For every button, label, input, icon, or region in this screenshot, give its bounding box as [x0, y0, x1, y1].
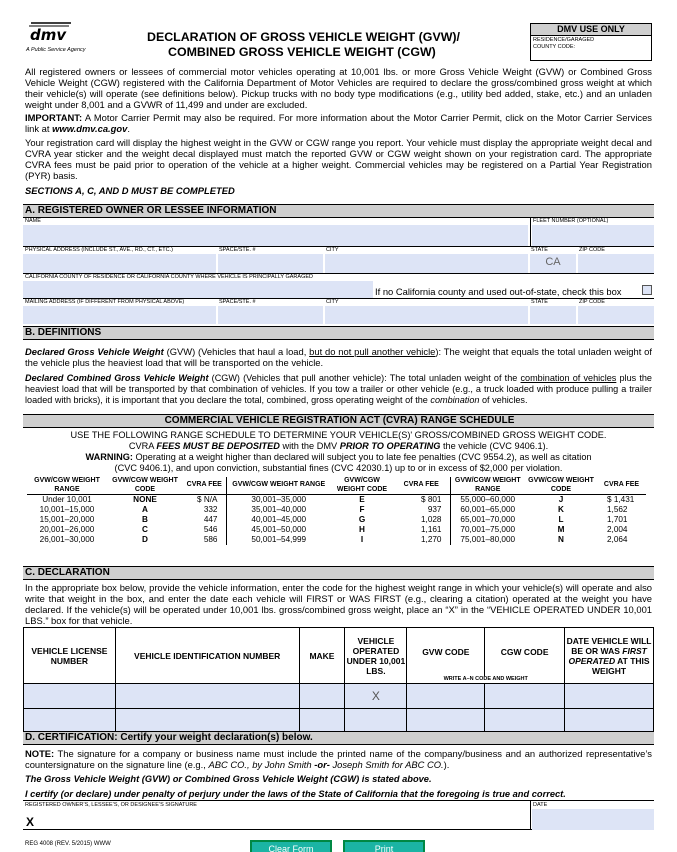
col-weight-range-2: GVW/CGW WEIGHT RANGE: [226, 477, 331, 495]
dmv-logo: [27, 20, 75, 46]
mailing-state-input[interactable]: [530, 306, 576, 324]
weight-code-cell: D: [142, 535, 148, 544]
col-license-number: VEHICLE LICENSE NUMBER: [24, 628, 116, 684]
section-c-instructions: In the appropriate box below, provide the vehicle information, enter the code for the highest weight range in which your vehicle(s) will operate and also write that weight in the box, and enter the date each vehicle will FIRST or WAS FIRST (e.g., clearing a citation) operated at the weight you have declared. If the vehicle(s) will be operated under 10,001 lbs. gross/combined gross weight, place an “X” in the “VEHICLE OPERATED UNDER 10,001 LBS.” box for that vehicle.: [25, 582, 652, 626]
sections-required-note: SECTIONS A, C, AND D MUST BE COMPLETED: [25, 185, 235, 196]
cvra-fee-cell: 1,028: [393, 515, 450, 525]
vin-input-2[interactable]: [115, 709, 299, 733]
important-paragraph: [25, 112, 652, 134]
cvra-prior-operating: PRIOR TO OPERATING: [339, 441, 441, 451]
weight-stated-text: The Gross Vehicle Weight (GVW) or Combined Gross Vehicle Weight (CGW) is stated above.: [25, 774, 432, 784]
section-c-header: C. DECLARATION: [23, 566, 654, 580]
weight-code-cell: E: [359, 495, 365, 504]
note-end: ).: [443, 759, 450, 770]
cvra-row: [27, 535, 646, 545]
col-vin: VEHICLE IDENTIFICATION NUMBER: [115, 628, 299, 684]
col-cgw-code: CGW CODE: [485, 628, 565, 676]
license-input-2[interactable]: [24, 709, 116, 733]
divider: [530, 217, 531, 246]
col-date-text-b: FIRST OPERATED: [568, 645, 647, 666]
owner-name-input[interactable]: [23, 225, 528, 246]
signature-row: [23, 800, 654, 830]
cvra-fee-cell: 1,701: [607, 515, 628, 524]
cvra-fee-cell: $ 801: [393, 495, 450, 506]
state-label: STATE: [531, 247, 548, 253]
gvw-code-input-2[interactable]: [407, 709, 485, 733]
fleet-number-input[interactable]: [532, 225, 654, 246]
cvra-fee-cell: 1,562: [607, 505, 628, 514]
cgw-definition: [25, 373, 652, 406]
cgw-text: (CGW) (Vehicles that pull another vehicle): The total unladen weight of the: [208, 373, 521, 383]
col-date-text-c: AT THIS WEIGHT: [592, 655, 650, 676]
dmv-website-link[interactable]: www.dmv.ca.gov: [52, 123, 128, 134]
weight-code-cell: I: [360, 535, 364, 544]
col-weight-range-3: GVW/CGW WEIGHT RANGE: [450, 477, 525, 495]
cvra-fee-cell: 937: [393, 505, 450, 515]
fleet-number-label: FLEET NUMBER (OPTIONAL): [533, 218, 609, 224]
cvra-table-body: [27, 495, 646, 546]
state-input[interactable]: [530, 254, 576, 273]
declaration-table: [23, 627, 654, 733]
cvra-fee-cell: 447: [183, 515, 226, 525]
cvra-warning: [23, 452, 654, 462]
weight-range-cell: 15,001–20,000: [39, 515, 95, 524]
mailing-zip-input[interactable]: [578, 306, 654, 324]
cgw-italic: combination: [430, 395, 480, 405]
logo-tagline: A Public Service Agency: [26, 47, 86, 53]
declaration-row-2: [24, 709, 654, 733]
under-10001-x-mark: X: [371, 689, 380, 703]
cvra-row: [27, 505, 646, 515]
weight-range-cell: 70,001–75,000: [460, 525, 516, 534]
form-title-line2: COMBINED GROSS VEHICLE WEIGHT (CGW): [168, 45, 436, 59]
date-label: DATE: [533, 802, 548, 808]
state-value: CA: [545, 256, 561, 268]
make-input-1[interactable]: [299, 684, 345, 709]
weight-code-cell: N: [558, 535, 564, 544]
col-date-text-a: DATE VEHICLE WILL BE OR WAS: [566, 635, 652, 656]
mailing-city-input[interactable]: [325, 306, 528, 324]
weight-range-cell: 50,001–54,999: [251, 535, 307, 544]
dmv-use-only-title: DMV USE ONLY: [531, 24, 651, 36]
col-gvw-code: GVW CODE: [407, 628, 485, 676]
note-label: NOTE:: [25, 748, 55, 759]
col-under-10001: VEHICLE OPERATED UNDER 10,001 LBS.: [345, 628, 407, 684]
mailing-address-label: MAILING ADDRESS (IF DIFFERENT FROM PHYSICAL ABOVE): [25, 299, 185, 305]
perjury-statement: I certify (or declare) under penalty of perjury under the laws of the State of California that the foregoing is true and correct.: [25, 789, 566, 799]
note-text: The signature for a company or business name must include the printed name of the company/business and an authorized representative’s countersignature on the signature line (e.g.,: [25, 748, 652, 770]
signature-label: REGISTERED OWNER’S, LESSEE’S, OR DESIGNEE’S SIGNATURE: [25, 802, 197, 808]
weight-range-cell: 26,001–30,000: [39, 535, 95, 544]
print-button[interactable]: [343, 840, 425, 852]
cvra-row: [27, 515, 646, 525]
signature-line[interactable]: [39, 809, 529, 830]
license-input-1[interactable]: [24, 684, 116, 709]
col-date-first-operated: [565, 628, 654, 684]
col-weight-code-2: GVW/CGW WEIGHT CODE: [331, 477, 393, 495]
section-b-header: B. DEFINITIONS: [23, 326, 654, 340]
mailing-city-label: CITY: [326, 299, 339, 305]
cvra-line2a: CVRA: [128, 441, 157, 451]
date-input-1[interactable]: [565, 684, 654, 709]
intro-paragraph: All registered owners or lessees of commercial motor vehicles operating at 10,001 lbs. or more Gross Vehicle Weight (GVW) or Combined Gross Vehicle Weight (CGW) registered with the California Department of Motor Vehicles are required to declare the gross/combined gross weight at which their vehicle(s) will operate (see definitions below). Pickup trucks with no body type modifications (e.g., utility bed added, stake, etc.) and an unladen weight under 8,001 and a GVWR of 11,499 and under are excluded.: [25, 66, 652, 110]
weight-code-cell: J: [558, 495, 564, 504]
divider: [530, 801, 531, 830]
make-input-2[interactable]: [299, 709, 345, 733]
cgw-code-input-2[interactable]: [485, 709, 565, 733]
cvra-line2c: with the DMV: [279, 441, 340, 451]
weight-range-cell: 10,001–15,000: [39, 505, 95, 514]
cvra-range-table: [27, 477, 646, 545]
col-fee-1: CVRA FEE: [183, 477, 226, 495]
cvra-fee-cell: 2,004: [607, 525, 628, 534]
weight-code-cell: H: [359, 525, 365, 534]
note-example-1: ABC CO., by John Smith: [208, 759, 312, 770]
cvra-header: COMMERCIAL VEHICLE REGISTRATION ACT (CVRA) RANGE SCHEDULE: [23, 414, 654, 428]
weight-range-cell: 65,001–70,000: [460, 515, 516, 524]
gvw-term: Declared Gross Vehicle Weight: [25, 346, 164, 357]
weight-code-cell: K: [558, 505, 564, 514]
cvra-fee-cell: 1,270: [393, 535, 450, 545]
cvra-fee-cell: 332: [183, 505, 226, 515]
gvw-code-input-1[interactable]: [407, 684, 485, 709]
vin-input-1[interactable]: [115, 684, 299, 709]
physical-address-label: [25, 247, 173, 254]
print-label: Print: [374, 844, 394, 852]
registration-paragraph: Your registration card will display the highest weight in the GVW or CGW range you report. Your vehicle must display the appropriate weight decal and CVRA year sticker and the weight decal displayed must match the reported GVW or CGW weight shown on your registration card. The appropriate CVRA fees must be paid prior to operation of the vehicle at a higher weight. Commercial vehicles may be registered on a Partial Year Registration (PYR) basis.: [25, 137, 652, 181]
dmv-use-only-box: [530, 23, 652, 61]
clear-form-button[interactable]: [250, 840, 332, 852]
city-input[interactable]: [325, 254, 528, 273]
weight-range-cell: 35,001–40,000: [251, 505, 307, 514]
cvra-line2e: the vehicle (CVC 9406.1).: [440, 441, 549, 451]
weight-code-cell: B: [142, 515, 148, 524]
col-fee-3: CVRA FEE: [597, 477, 646, 495]
physical-address-input[interactable]: [23, 254, 216, 273]
weight-code-cell: NONE: [133, 495, 157, 504]
cvra-instruction-2: [23, 441, 654, 451]
under-10001-checkbox-1[interactable]: [345, 684, 407, 709]
signature-date-input[interactable]: [532, 809, 654, 830]
mailing-state-label: STATE: [531, 299, 548, 305]
note-or: -or-: [311, 759, 333, 770]
weight-code-cell: L: [558, 515, 564, 524]
gvw-definition: [25, 346, 652, 368]
weight-range-cell: 20,001–26,000: [39, 525, 95, 534]
out-of-state-text: If no California county and used out-of-state, check this box: [375, 286, 622, 297]
important-text: A Motor Carrier Permit may also be required. For more information about the Motor Carrier Permit, click on the Motor Carrier Services link at: [25, 112, 652, 134]
section-a-form: [23, 217, 654, 308]
out-of-state-checkbox[interactable]: [642, 285, 652, 295]
cgw-text-end: of vehicles.: [479, 395, 528, 405]
important-end: .: [127, 123, 130, 134]
warning-label: WARNING:: [85, 452, 133, 462]
weight-range-cell: 30,001–35,000: [251, 495, 307, 504]
weight-range-cell: 45,001–50,000: [251, 525, 307, 534]
col-weight-code-1: GVW/CGW WEIGHT CODE: [107, 477, 183, 495]
form-number: REG 4008 (REV. 5/2015) WWW: [25, 841, 111, 847]
cvra-fee-cell: $ N/A: [183, 495, 226, 506]
section-a-header: A. REGISTERED OWNER OR LESSEE INFORMATION: [23, 204, 654, 218]
col-fee-2: CVRA FEE: [393, 477, 450, 495]
warning-text: Operating at a weight higher than declared will subject you to late fee penalties (CVC 9554.2), as well as citation: [132, 452, 592, 462]
weight-code-cell: G: [358, 515, 366, 524]
gvw-text-end: ): The weight that equals the total unladen weight of the vehicle plus the heaviest load that will be transported on the vehicle.: [25, 346, 652, 368]
mailing-zip-label: ZIP CODE: [579, 299, 605, 305]
weight-range-cell: 55,000–60,000: [460, 495, 516, 504]
cvra-fees-deposited: FEES MUST BE DEPOSITED: [156, 441, 280, 451]
cvra-fee-cell: 2,064: [607, 535, 628, 544]
note-example-2: Joseph Smith for ABC CO.: [332, 759, 444, 770]
weight-range-cell: Under 10,001: [42, 495, 92, 504]
county-input[interactable]: [23, 281, 373, 298]
signature-x: X: [26, 815, 35, 829]
weight-code-cell: C: [142, 525, 148, 534]
cgw-term: Declared Combined Gross Vehicle Weight: [25, 373, 209, 383]
cvra-row: [27, 495, 646, 506]
mailing-space-input[interactable]: [218, 306, 323, 324]
mailing-address-input[interactable]: [23, 306, 216, 324]
weight-range-cell: 75,001–80,000: [460, 535, 516, 544]
col-make: MAKE: [299, 628, 345, 684]
col-weight-range-1: GVW/CGW WEIGHT RANGE: [27, 477, 107, 495]
weight-range-cell: 60,001–65,000: [460, 505, 516, 514]
cvra-fee-cell: 1,161: [393, 525, 450, 535]
zip-code-input[interactable]: [578, 254, 654, 273]
under-10001-checkbox-2[interactable]: [345, 709, 407, 733]
cvra-fee-cell: 586: [183, 535, 226, 545]
write-code-note: WRITE A–N CODE AND WEIGHT: [407, 676, 565, 684]
county-code-label: RESIDENCE/GARAGED COUNTY CODE:: [533, 37, 595, 50]
date-input-2[interactable]: [565, 709, 654, 733]
name-label: NAME: [25, 218, 41, 224]
cvra-table-header-row: [27, 477, 646, 495]
weight-range-cell: 40,001–45,000: [251, 515, 307, 524]
weight-code-cell: F: [359, 505, 365, 514]
county-label: CALIFORNIA COUNTY OF RESIDENCE OR CALIFORNIA COUNTY WHERE VEHICLE IS PRINCIPALLY GARAGED: [25, 274, 313, 280]
important-label: IMPORTANT:: [25, 112, 83, 123]
cvra-row: [27, 525, 646, 535]
certification-note: [25, 748, 652, 770]
clear-form-label: Clear Form: [268, 844, 314, 852]
zip-code-label: ZIP CODE: [579, 247, 605, 253]
cvra-fee-cell: 546: [183, 525, 226, 535]
form-title-line1: DECLARATION OF GROSS VEHICLE WEIGHT (GVW)/: [147, 30, 460, 44]
cgw-underline: combination of vehicles: [520, 373, 617, 383]
cgw-code-input-1[interactable]: [485, 684, 565, 709]
cvra-warning-line2: (CVC 9406.1), and upon conviction, substantial fines (CVC 42030.1) up to or in excess of $2,000 per violation.: [114, 463, 563, 473]
space-ste-input[interactable]: [218, 254, 323, 273]
dmv-logo-icon: [27, 20, 75, 46]
declaration-header-row: [24, 628, 654, 676]
city-label: CITY: [326, 247, 339, 253]
weight-code-cell: M: [557, 525, 565, 534]
gvw-underline: but do not pull another vehicle: [309, 346, 436, 357]
cvra-instruction-1: USE THE FOLLOWING RANGE SCHEDULE TO DETERMINE YOUR VEHICLE(S)' GROSS/COMBINED GROSS WEIGHT CODE.: [70, 430, 607, 440]
weight-code-cell: A: [142, 505, 148, 514]
mailing-space-label: SPACE/STE. #: [219, 299, 256, 305]
cvra-fee-cell: $ 1,431: [607, 495, 635, 504]
cgw-text-2: plus the heaviest load that will be transported by that combination of vehicles. If you tow a trailer or other vehicle (e.g., a truck loaded with produce pulling a trailer loaded with bricks), it is important that you declare the total, combined, gross operating weight of the: [25, 373, 652, 405]
space-ste-label: SPACE/STE. #: [219, 247, 256, 253]
section-d-header: D. CERTIFICATION: Certify your weight declaration(s) below.: [23, 731, 654, 745]
declaration-row-1: [24, 684, 654, 709]
physical-address-label-text: PHYSICAL ADDRESS (INCLUDE ST., AVE., RD., CT., ETC.): [25, 247, 173, 253]
svg-text:dmv: dmv: [30, 26, 67, 44]
gvw-text: (GVW) (Vehicles that haul a load,: [163, 346, 310, 357]
col-weight-code-3: GVW/CGW WEIGHT CODE: [525, 477, 597, 495]
